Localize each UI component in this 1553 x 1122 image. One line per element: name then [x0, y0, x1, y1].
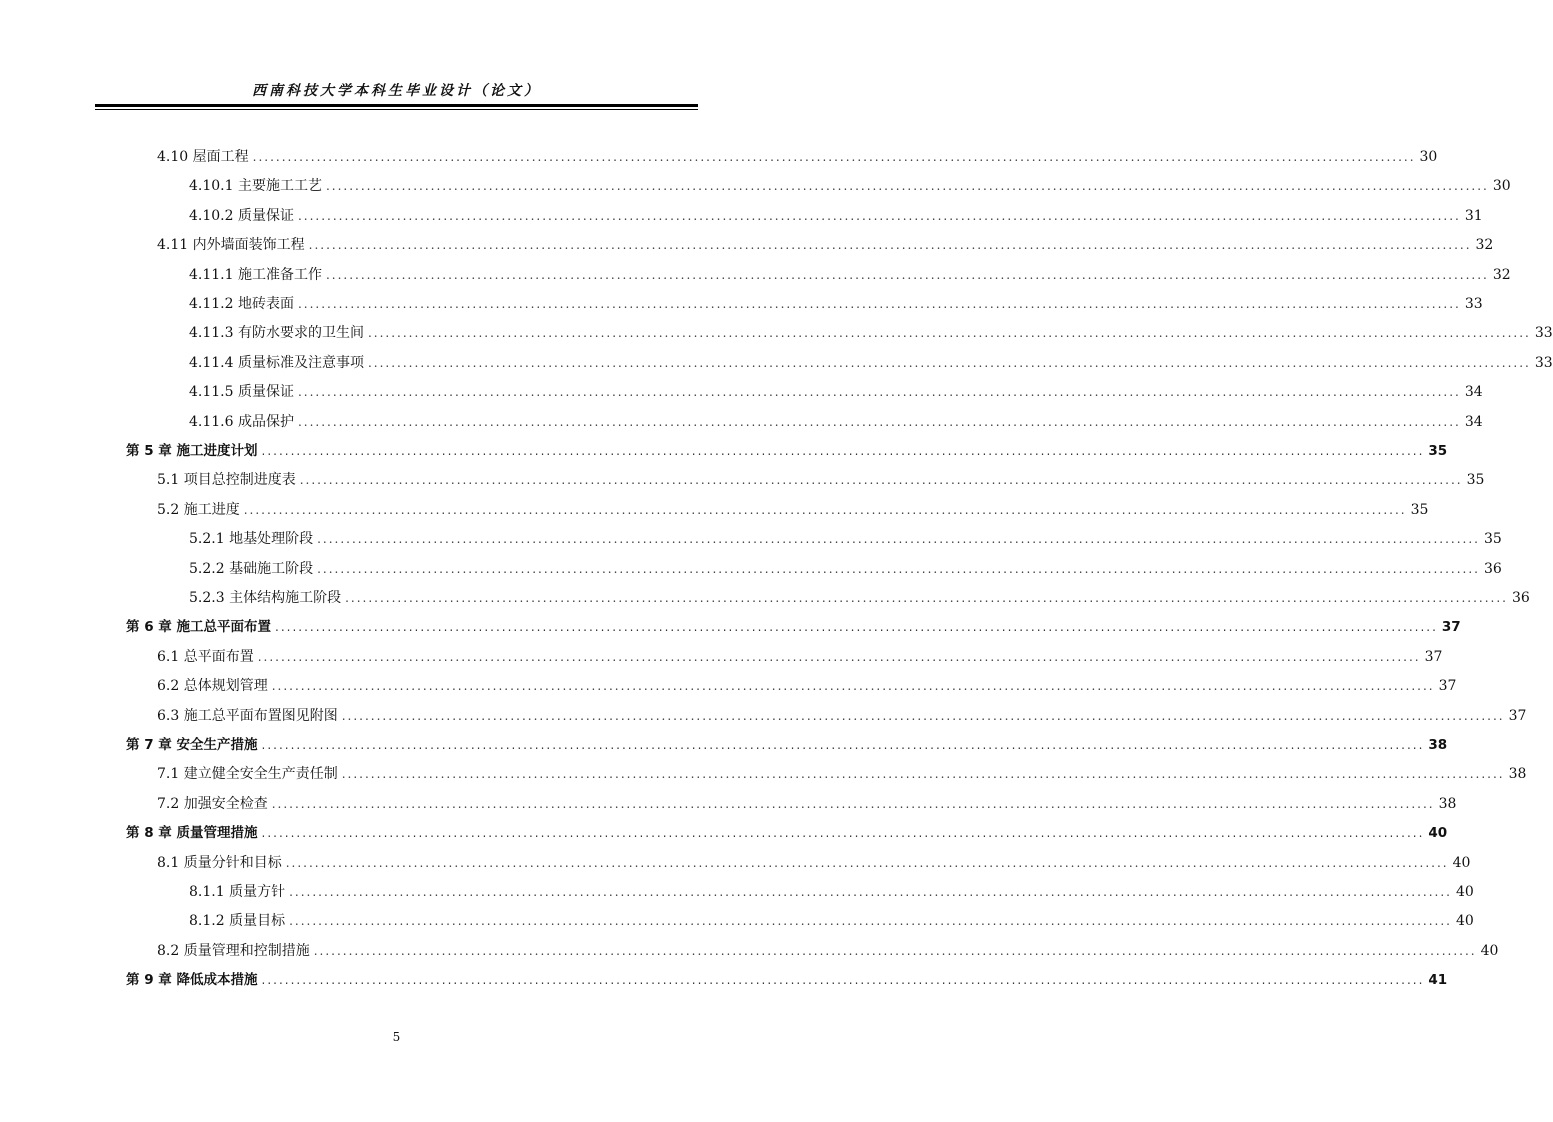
toc-entry[interactable]: [157, 644, 1443, 670]
toc-entry-label: 4.11 内外墙面装饰工程: [157, 237, 305, 254]
toc-entry[interactable]: [189, 350, 1553, 376]
dot-leader: ........................................................................................................................................................................................................: [297, 414, 1461, 429]
dot-leader: ........................................................................................................................................................................................................: [325, 179, 1489, 194]
toc-entry-label: 5.2.1 地基处理阶段: [189, 531, 314, 548]
toc-entry-page: 37: [1438, 678, 1457, 695]
toc-entry[interactable]: [189, 291, 1483, 317]
dot-leader: ........................................................................................................................................................................................................: [243, 502, 1407, 517]
toc-entry-label: 6.1 总平面布置: [157, 648, 254, 665]
toc-entry-label: 6.2 总体规划管理: [157, 678, 268, 695]
toc-entry-label: 第 7 章 安全生产措施: [126, 737, 258, 753]
toc-entry-page: 38: [1508, 766, 1527, 783]
toc-entry-label: 8.1.2 质量目标: [189, 913, 286, 930]
dot-leader: ........................................................................................................................................................................................................: [297, 385, 1461, 400]
toc-entry-label: 5.1 项目总控制进度表: [157, 472, 296, 489]
dot-leader: ........................................................................................................................................................................................................: [261, 973, 1425, 988]
toc-entry-label: 7.2 加强安全检查: [157, 795, 268, 812]
toc-entry-page: 30: [1492, 178, 1511, 195]
toc-entry-page: 40: [1452, 854, 1471, 871]
toc-entry-page: 31: [1464, 207, 1483, 224]
toc-entry-page: 35: [1428, 443, 1448, 459]
toc-entry[interactable]: [157, 497, 1429, 523]
toc-entry[interactable]: [157, 791, 1457, 817]
dot-leader: ........................................................................................................................................................................................................: [345, 591, 1508, 605]
dot-leader: ........................................................................................................................................................................................................: [341, 767, 1505, 782]
dot-leader: ........................................................................................................................................................................................................: [289, 914, 1452, 929]
toc-chapter-entry[interactable]: [126, 438, 1448, 464]
toc-entry[interactable]: [189, 556, 1502, 582]
toc-entry[interactable]: [189, 262, 1511, 288]
toc-entry-page: 38: [1428, 737, 1448, 753]
toc-entry-label: 4.11.4 质量标准及注意事项: [189, 354, 364, 371]
toc-entry-page: 40: [1455, 884, 1474, 900]
dot-leader: ........................................................................................................................................................................................................: [285, 855, 1449, 870]
dot-leader: ........................................................................................................................................................................................................: [367, 355, 1531, 370]
dot-leader: ........................................................................................................................................................................................................: [271, 679, 1435, 694]
toc-entry-page: 34: [1464, 384, 1483, 401]
toc-chapter-entry[interactable]: [126, 820, 1448, 846]
dot-leader: ........................................................................................................................................................................................................: [299, 473, 1463, 488]
toc-entry-page: 36: [1483, 560, 1502, 577]
toc-entry-label: 8.1 质量分针和目标: [157, 854, 282, 871]
toc-entry-page: 33: [1534, 354, 1553, 371]
dot-leader: ........................................................................................................................................................................................................: [313, 943, 1477, 958]
toc-entry-label: 4.10 屋面工程: [157, 149, 249, 165]
toc-entry[interactable]: [157, 232, 1494, 258]
dot-leader: ........................................................................................................................................................................................................: [289, 885, 1452, 899]
dot-leader: ........................................................................................................................................................................................................: [261, 826, 1425, 841]
dot-leader: ........................................................................................................................................................................................................: [325, 267, 1489, 282]
toc-entry-label: 4.10.2 质量保证: [189, 207, 294, 224]
header-rule-thick: [95, 104, 698, 107]
toc-entry[interactable]: [189, 379, 1483, 405]
toc-entry-label: 4.11.5 质量保证: [189, 384, 294, 401]
toc-entry-page: 40: [1480, 942, 1499, 959]
dot-leader: ........................................................................................................................................................................................................: [367, 326, 1531, 341]
document-header-title: 西南科技大学本科生毕业设计（论文）: [252, 83, 541, 99]
toc-entry-page: 37: [1508, 707, 1527, 724]
toc-entry[interactable]: [157, 938, 1499, 964]
toc-entry[interactable]: [189, 173, 1511, 199]
toc-entry-page: 35: [1483, 531, 1502, 548]
toc-entry-label: 5.2.3 主体结构施工阶段: [189, 590, 342, 606]
toc-entry-page: 40: [1455, 913, 1474, 930]
dot-leader: ........................................................................................................................................................................................................: [257, 649, 1421, 664]
dot-leader: ........................................................................................................................................................................................................: [341, 708, 1505, 723]
toc-entry[interactable]: [157, 703, 1527, 729]
toc-entry[interactable]: [157, 144, 1438, 170]
dot-leader: ........................................................................................................................................................................................................: [297, 297, 1461, 311]
toc-entry[interactable]: [189, 203, 1483, 229]
toc-entry-page: 30: [1419, 149, 1438, 165]
toc-entry-page: 33: [1534, 325, 1553, 342]
toc-entry-page: 32: [1492, 266, 1511, 283]
toc-chapter-entry[interactable]: [126, 967, 1448, 993]
toc-entry-label: 第 5 章 施工进度计划: [126, 443, 258, 459]
dot-leader: ........................................................................................................................................................................................................: [317, 532, 1480, 547]
toc-entry[interactable]: [189, 908, 1474, 934]
toc-entry-label: 6.3 施工总平面布置图见附图: [157, 707, 338, 724]
toc-entry-page: 38: [1438, 795, 1457, 812]
dot-leader: ........................................................................................................................................................................................................: [308, 238, 1472, 253]
toc-entry-page: 37: [1424, 648, 1443, 665]
toc-entry-label: 8.1.1 质量方针: [189, 884, 286, 900]
toc-entry-label: 4.11.2 地砖表面: [189, 296, 294, 312]
toc-entry-page: 35: [1410, 501, 1429, 518]
toc-entry-label: 第 6 章 施工总平面布置: [126, 619, 271, 636]
toc-entry-label: 4.11.3 有防水要求的卫生间: [189, 325, 364, 342]
toc-entry-page: 32: [1475, 237, 1494, 254]
toc-entry-label: 4.11.6 成品保护: [189, 413, 294, 430]
toc-entry-page: 36: [1511, 590, 1530, 606]
toc-entry[interactable]: [157, 673, 1457, 699]
toc-entry-label: 第 9 章 降低成本措施: [126, 972, 258, 989]
toc-entry-label: 5.2 施工进度: [157, 501, 240, 518]
toc-entry[interactable]: [189, 585, 1530, 611]
toc-entry[interactable]: [157, 467, 1485, 493]
dot-leader: ........................................................................................................................................................................................................: [297, 208, 1461, 223]
toc-entry-page: 33: [1464, 296, 1483, 312]
toc-entry-label: 8.2 质量管理和控制措施: [157, 942, 310, 959]
toc-entry-page: 37: [1441, 619, 1461, 636]
toc-entry-page: 35: [1466, 472, 1485, 489]
dot-leader: ........................................................................................................................................................................................................: [271, 796, 1435, 811]
dot-leader: ........................................................................................................................................................................................................: [252, 150, 1416, 164]
page-number: 5: [392, 1030, 401, 1044]
toc-entry[interactable]: [157, 850, 1471, 876]
toc-entry-label: 4.10.1 主要施工工艺: [189, 178, 322, 195]
toc-entry-page: 40: [1428, 825, 1448, 842]
dot-leader: ........................................................................................................................................................................................................: [275, 620, 1438, 635]
toc-entry[interactable]: [189, 320, 1553, 346]
toc-entry[interactable]: [189, 879, 1474, 905]
toc-chapter-entry[interactable]: [126, 614, 1461, 640]
toc-entry[interactable]: [189, 526, 1502, 552]
toc-entry-page: 41: [1428, 972, 1448, 989]
toc-entry[interactable]: [157, 761, 1527, 787]
dot-leader: ........................................................................................................................................................................................................: [317, 561, 1480, 576]
toc-chapter-entry[interactable]: [126, 732, 1448, 758]
toc-entry[interactable]: [189, 409, 1483, 435]
toc-entry-page: 34: [1464, 413, 1483, 430]
toc-entry-label: 7.1 建立健全安全生产责任制: [157, 766, 338, 783]
dot-leader: ........................................................................................................................................................................................................: [261, 444, 1425, 458]
dot-leader: ........................................................................................................................................................................................................: [261, 738, 1425, 752]
toc-entry-label: 5.2.2 基础施工阶段: [189, 560, 314, 577]
header-rule-thin: [95, 109, 698, 110]
toc-entry-label: 第 8 章 质量管理措施: [126, 825, 258, 842]
toc-entry-label: 4.11.1 施工准备工作: [189, 266, 322, 283]
